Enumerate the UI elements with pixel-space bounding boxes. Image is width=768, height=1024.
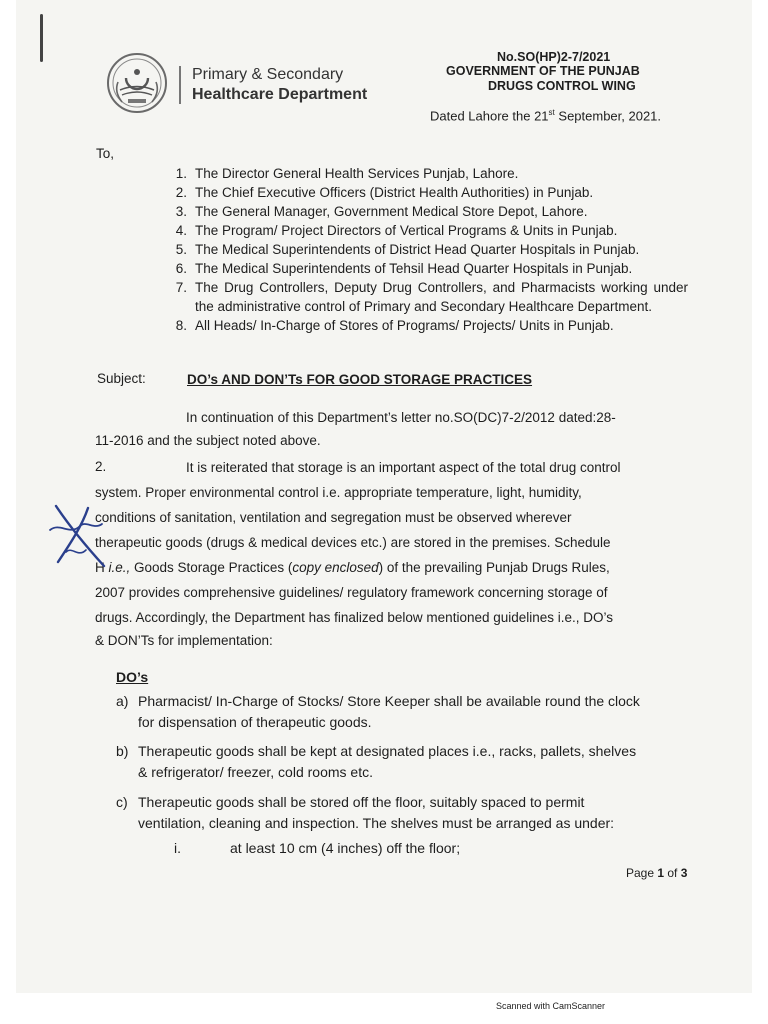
do-item-line: Therapeutic goods shall be kept at designated places i.e., racks, pallets, shelves: [138, 743, 637, 759]
recipient-text: The Chief Executive Officers (District Health Authorities) in Punjab.: [195, 185, 594, 200]
recipient-text: All Heads/ In-Charge of Stores of Programs/ Projects/ Units in Punjab.: [195, 318, 614, 333]
paragraph2-line: H i.e., Goods Storage Practices (copy enclosed) of the prevailing Punjab Drugs Rules,: [95, 560, 610, 575]
recipient-item: [160, 202, 688, 221]
reference-number: No.SO(HP)2-7/2021: [497, 50, 611, 64]
do-item-line: for dispensation of therapeutic goods.: [138, 714, 372, 730]
do-item-line: & refrigerator/ freezer, cold rooms etc.: [138, 764, 373, 780]
page-number: Page 1 of 3: [626, 866, 688, 880]
recipient-item: [160, 164, 688, 183]
recipient-item: [160, 183, 688, 202]
recipient-list: [160, 164, 688, 335]
scanner-watermark: Scanned with CamScanner: [496, 1001, 606, 1011]
do-item-line: ventilation, cleaning and inspection. The shelves must be arranged as under:: [138, 815, 615, 831]
do-item-letter: c): [116, 794, 128, 810]
recipient-number: 5.: [175, 242, 187, 257]
recipient-text: The Medical Superintendents of District Head Quarter Hospitals in Punjab.: [195, 242, 640, 257]
department-name-line1: Primary & Secondary: [192, 66, 344, 83]
sub-item-numeral: i.: [174, 840, 181, 856]
paragraph1-line: 11-2016 and the subject noted above.: [95, 433, 321, 448]
logo-divider: [179, 66, 181, 104]
recipient-text: The General Manager, Government Medical Store Depot, Lahore.: [195, 204, 588, 219]
sub-item-text: at least 10 cm (4 inches) off the floor;: [230, 840, 461, 856]
handwritten-initial-mark: [46, 500, 116, 570]
punjab-government-emblem-icon: [106, 52, 168, 114]
recipient-item: [160, 316, 688, 335]
dos-heading: DO’s: [116, 669, 149, 685]
do-item-letter: b): [116, 743, 129, 759]
recipient-number: 3.: [175, 204, 187, 219]
paragraph2-line: It is reiterated that storage is an important aspect of the total drug control: [186, 460, 621, 475]
recipient-text: The Medical Superintendents of Tehsil Head Quarter Hospitals in Punjab.: [195, 261, 633, 276]
paragraph2-line: system. Proper environmental control i.e. appropriate temperature, light, humidity,: [95, 485, 582, 500]
government-title: GOVERNMENT OF THE PUNJAB: [446, 64, 640, 78]
recipient-item: [160, 240, 688, 259]
recipient-number: 1.: [175, 166, 187, 181]
recipient-number: 4.: [175, 223, 187, 238]
paragraph1-line: In continuation of this Department’s letter no.SO(DC)7-2/2012 dated:28-: [186, 410, 616, 425]
subject-title: DO’s AND DON’Ts FOR GOOD STORAGE PRACTICES: [187, 372, 533, 387]
do-item-letter: a): [116, 693, 129, 709]
paragraph2-number: 2.: [95, 459, 107, 474]
recipient-item: [160, 221, 688, 240]
recipient-number: 7.: [175, 280, 187, 295]
recipient-item: [160, 259, 688, 278]
margin-pen-mark: [40, 14, 43, 62]
do-item-line: Pharmacist/ In-Charge of Stocks/ Store Keeper shall be available round the clock: [138, 693, 640, 709]
recipient-number: 8.: [175, 318, 187, 333]
recipient-text: The Program/ Project Directors of Vertical Programs & Units in Punjab.: [195, 223, 618, 238]
paragraph2-line: drugs. Accordingly, the Department has finalized below mentioned guidelines i.e., DO’s: [95, 610, 614, 625]
paragraph2-line: 2007 provides comprehensive guidelines/ regulatory framework concerning storage of: [95, 585, 608, 600]
salutation: To,: [96, 146, 115, 161]
wing-title: DRUGS CONTROL WING: [488, 79, 636, 93]
recipient-number: 6.: [175, 261, 187, 276]
document-page: [16, 0, 752, 993]
recipient-number: 2.: [175, 185, 187, 200]
subject-label: Subject:: [97, 371, 146, 386]
do-item-line: Therapeutic goods shall be stored off the floor, suitably spaced to permit: [138, 794, 585, 810]
recipient-text: The Director General Health Services Punjab, Lahore.: [195, 166, 519, 181]
paragraph2-line: conditions of sanitation, ventilation and segregation must be observed wherever: [95, 510, 572, 525]
recipient-item: [160, 278, 688, 316]
letter-date: Dated Lahore the 21st September, 2021.: [430, 108, 662, 124]
paragraph2-line: therapeutic goods (drugs & medical devices etc.) are stored in the premises. Schedule: [95, 535, 611, 550]
paragraph2-line: & DON’Ts for implementation:: [95, 633, 273, 648]
department-name-line2: Healthcare Department: [192, 86, 368, 103]
recipient-text: The Drug Controllers, Deputy Drug Controllers, and Pharmacists working under the administrative control of Primary and Secondary Healthcare Department.: [195, 280, 688, 314]
